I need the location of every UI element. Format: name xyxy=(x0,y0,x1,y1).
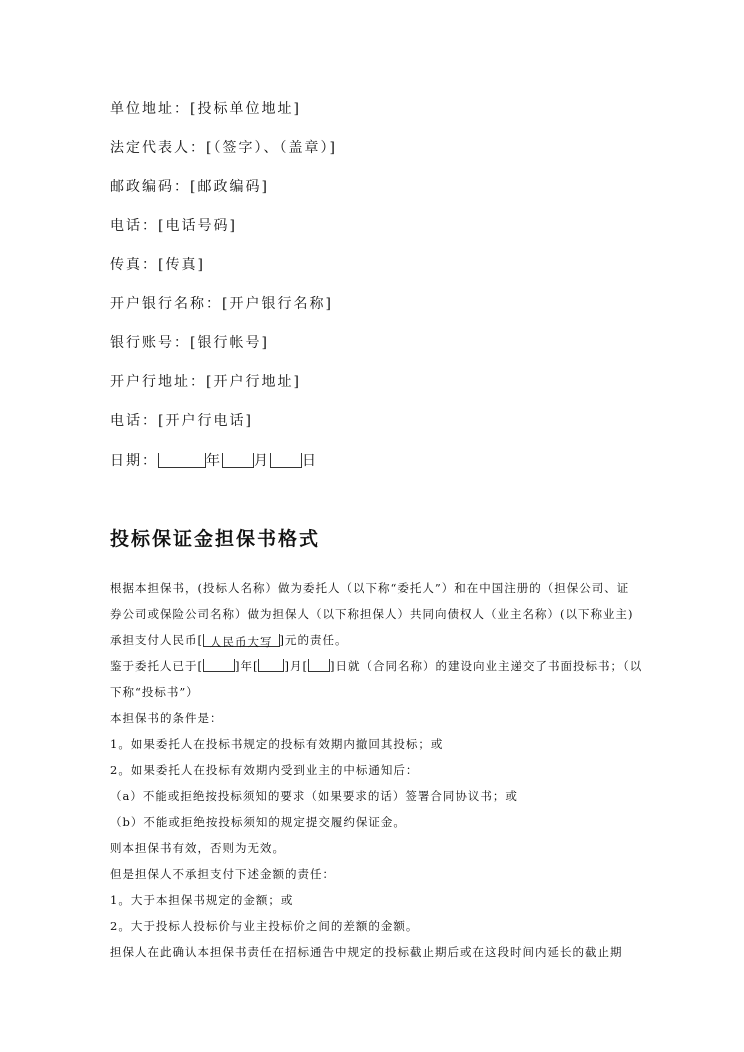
exclusion-1: 1。大于本担保书规定的金额；或 xyxy=(110,893,294,907)
legal-rep-line: 法定代表人：[（签字）、（盖章）] xyxy=(110,140,337,156)
submit-day-box[interactable] xyxy=(308,659,330,672)
bank-name-line: 开户银行名称：[开户银行名称] xyxy=(110,296,333,312)
date-label: 日期： xyxy=(110,453,158,469)
bank-phone-line: 电话：[开户行电话] xyxy=(110,413,253,429)
amount-placeholder: 人民币大写 xyxy=(210,635,273,649)
day-box[interactable] xyxy=(270,453,302,468)
amount-box[interactable] xyxy=(203,634,280,647)
para1-line1: 根据本担保书，(投标人名称）做为委托人（以下称“委托人”）和在中国注册的（担保公司、证 xyxy=(110,581,630,595)
year-box[interactable] xyxy=(158,453,206,468)
condition-1: 1。如果委托人在投标书规定的投标有效期内撤回其投标；或 xyxy=(110,737,444,751)
amount-prefix: 承担支付人民币[ xyxy=(110,633,203,647)
submit-year-label: ]年[ xyxy=(235,659,259,673)
year-label: 年 xyxy=(206,453,222,469)
conditions-intro: 本担保书的条件是： xyxy=(110,711,223,725)
submit-year-box[interactable] xyxy=(203,659,235,672)
amount-suffix: ]元的责任。 xyxy=(279,633,348,647)
section-title: 投标保证金担保书格式 xyxy=(110,528,321,550)
condition-2: 2。如果委托人在投标有效期内受到业主的中标通知后： xyxy=(110,763,419,777)
fax-line: 传真：[传真] xyxy=(110,257,205,273)
para2-line2: 下称“投标书”） xyxy=(110,685,199,699)
bank-address-line: 开户行地址：[开户行地址] xyxy=(110,374,301,390)
month-box[interactable] xyxy=(222,453,254,468)
validity-line: 则本担保书有效，否则为无效。 xyxy=(110,841,285,855)
day-label: 日 xyxy=(302,453,318,469)
unit-address-line: 单位地址：[投标单位地址] xyxy=(110,101,301,117)
para1-line2: 券公司或保险公司名称）做为担保人（以下称担保人）共同向债权人（业主名称）(以下称业主) xyxy=(110,607,634,621)
bank-account-line: 银行账号：[银行帐号] xyxy=(110,335,269,351)
para2-line1 xyxy=(110,658,642,674)
submit-month-box[interactable] xyxy=(258,659,284,672)
phone-line: 电话：[电话号码] xyxy=(110,218,237,234)
submit-month-label: ]月[ xyxy=(284,659,308,673)
exclusion-intro: 但是担保人不承担支付下述金额的责任： xyxy=(110,867,335,881)
date-line xyxy=(110,450,318,470)
para1-line3 xyxy=(110,632,348,648)
postcode-line: 邮政编码：[邮政编码] xyxy=(110,179,269,195)
submit-date-prefix: 鉴于委托人已于[ xyxy=(110,659,203,673)
confirmation-line: 担保人在此确认本担保书责任在招标通告中规定的投标截止期后或在这段时间内延长的截止期 xyxy=(110,945,623,959)
condition-2b: （b）不能或拒绝按投标须知的规定提交履约保证金。 xyxy=(110,815,406,829)
condition-2a: （a）不能或拒绝按投标须知的要求（如果要求的话）签署合同协议书；或 xyxy=(110,789,518,803)
month-label: 月 xyxy=(254,453,270,469)
submit-date-suffix: ]日就（合同名称）的建设向业主递交了书面投标书；（以 xyxy=(329,659,643,673)
exclusion-2: 2。大于投标人投标价与业主投标价之间的差额的金额。 xyxy=(110,919,419,933)
